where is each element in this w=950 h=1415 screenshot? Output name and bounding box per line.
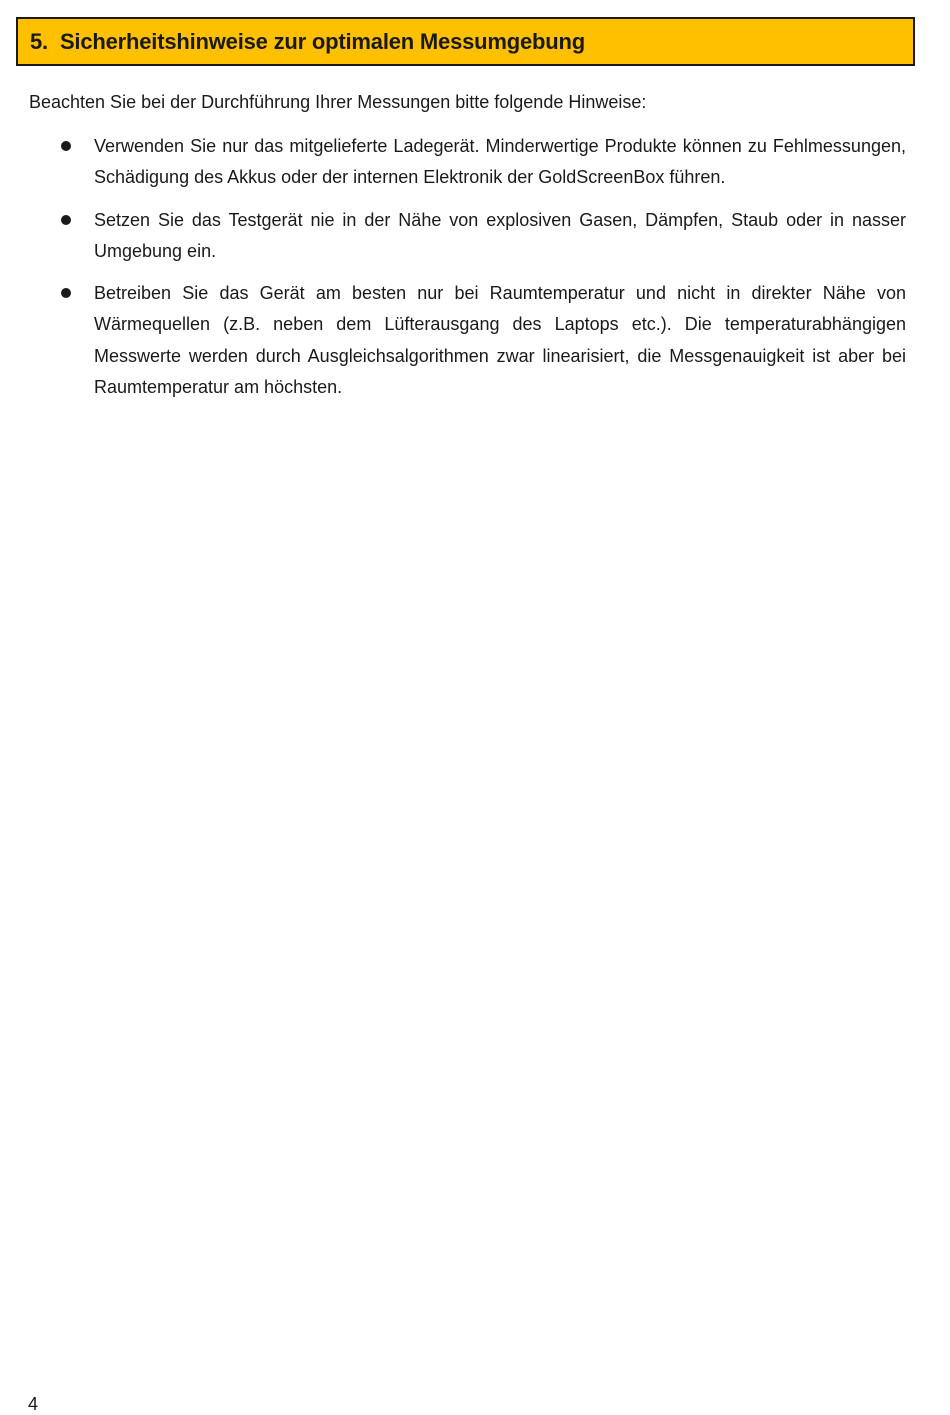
section-title: Sicherheitshinweise zur optimalen Messumgebung [59,28,585,54]
list-item-text: Verwenden Sie nur das mitgelieferte Ladegerät. Minderwertige Produkte können zu Fehlmessungen, Schädigung des Akkus oder der internen Elektronik der GoldScreenBox führen. [94,136,906,188]
list-item-text: Betreiben Sie das Gerät am besten nur bei Raumtemperatur und nicht in direkter Nähe von Wärmequellen (z.B. neben dem Lüfterausgang des Laptops etc.). Die temperaturabhängigen Messwerte werden durch Ausgleichsalgorithmen zwar linearisiert, die Messgenauigkeit ist aber bei Raumtemperatur am höchsten. [94,283,906,398]
intro-paragraph: Beachten Sie bei der Durchführung Ihrer Messungen bitte folgende Hinweise: [29,92,647,112]
bullet-icon [61,141,71,151]
list-item [29,131,906,194]
bullet-icon [61,215,71,225]
section-number: 5. [30,28,48,54]
list-item [29,205,906,268]
page-number: 4 [28,1394,39,1414]
section-heading [16,17,915,66]
list-item-text: Setzen Sie das Testgerät nie in der Nähe von explosiven Gasen, Dämpfen, Staub oder in nasser Umgebung ein. [94,209,906,261]
bullet-icon [61,288,71,298]
list-item [29,278,906,403]
safety-notes-list [29,131,906,414]
